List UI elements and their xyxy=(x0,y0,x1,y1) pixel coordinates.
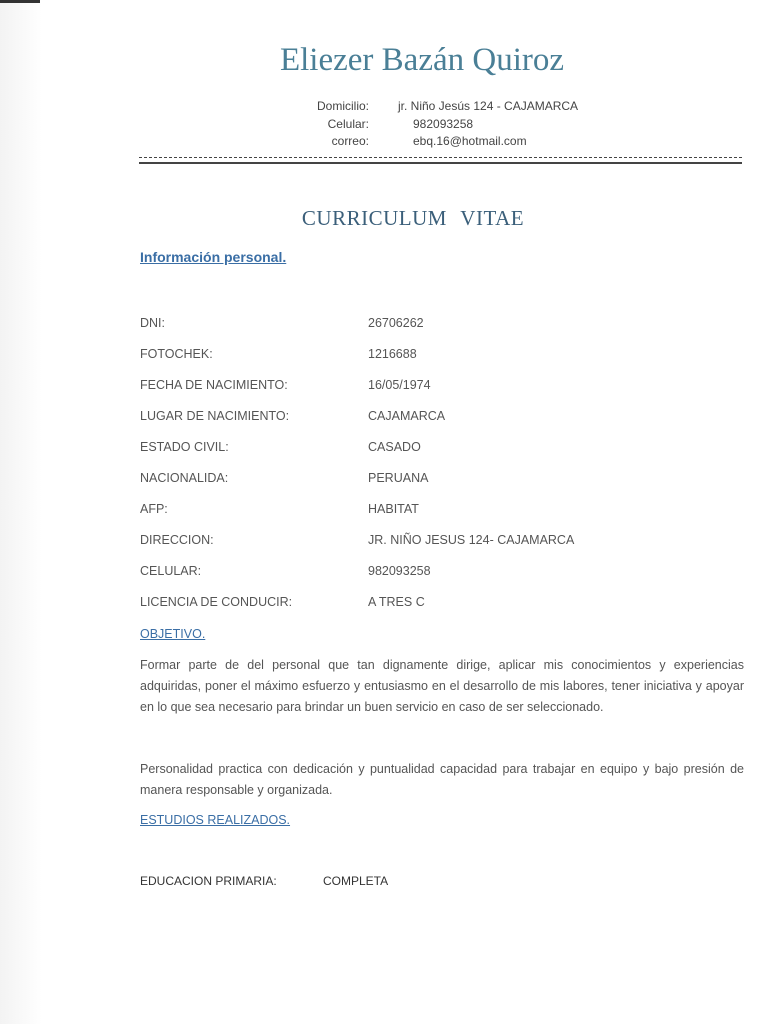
domicilio-label: Domicilio: xyxy=(316,99,369,113)
info-value: 26706262 xyxy=(368,316,424,330)
personal-info-table xyxy=(140,316,700,626)
info-label: LICENCIA DE CONDUCIR: xyxy=(140,595,293,609)
document-title: CURRICULUM VITAE xyxy=(301,206,525,230)
info-value: HABITAT xyxy=(368,502,419,516)
info-label: DIRECCION: xyxy=(140,533,214,547)
correo-label: correo: xyxy=(331,134,369,148)
info-row xyxy=(140,502,700,533)
info-value: CAJAMARCA xyxy=(368,409,446,423)
info-row xyxy=(140,409,700,440)
objetivo-heading: OBJETIVO. xyxy=(140,627,206,641)
info-label: NACIONALIDA: xyxy=(140,471,229,485)
contact-labels xyxy=(299,98,369,151)
info-row xyxy=(140,595,700,626)
info-label: CELULAR: xyxy=(140,564,202,578)
info-row xyxy=(140,471,700,502)
info-value: 16/05/1974 xyxy=(368,378,431,392)
scan-corner-mark xyxy=(0,0,40,3)
info-label: AFP: xyxy=(140,502,168,516)
personal-info-heading: Información personal. xyxy=(140,249,287,265)
objetivo-paragraph: Formar parte de del personal que tan dignamente dirige, aplicar mis conocimientos y experiencias adquiridas, poner el máximo esfuerzo y entusiasmo en el desarrollo de mis labores, tener iniciativa y apoyar en lo que sea necesario para brindar un buen servicio en caso de ser seleccionado. xyxy=(140,658,744,714)
header-solid-divider xyxy=(139,162,742,164)
celular-value: 982093258 xyxy=(413,116,474,131)
contact-values xyxy=(398,98,578,151)
candidate-name: Eliezer Bazán Quiroz xyxy=(279,42,564,78)
info-row xyxy=(140,440,700,471)
info-row xyxy=(140,316,700,347)
domicilio-value: jr. Niño Jesús 124 - CAJAMARCA xyxy=(398,99,579,113)
info-row xyxy=(140,378,700,409)
info-value: A TRES C xyxy=(368,595,425,609)
page-edge-shadow xyxy=(0,0,42,1024)
estudios-heading: ESTUDIOS REALIZADOS. xyxy=(140,813,291,827)
info-row xyxy=(140,564,700,595)
info-label: ESTADO CIVIL: xyxy=(140,440,229,454)
info-row xyxy=(140,533,700,564)
info-value: PERUANA xyxy=(368,471,429,485)
info-label: LUGAR DE NACIMIENTO: xyxy=(140,409,290,423)
celular-label: Celular: xyxy=(327,116,369,131)
info-value: CASADO xyxy=(368,440,421,454)
info-value: 982093258 xyxy=(368,564,431,578)
info-label: FECHA DE NACIMIENTO: xyxy=(140,378,288,392)
info-label: DNI: xyxy=(140,316,165,330)
personalidad-paragraph: Personalidad practica con dedicación y puntualidad capacidad para trabajar en equipo y bajo presión de manera responsable y organizada. xyxy=(140,762,744,797)
correo-value: ebq.16@hotmail.com xyxy=(413,134,527,148)
info-label: FOTOCHEK: xyxy=(140,347,213,361)
header-dotted-divider xyxy=(139,157,742,158)
info-value: JR. NIÑO JESUS 124- CAJAMARCA xyxy=(368,533,575,547)
education-label: EDUCACION PRIMARIA: xyxy=(140,874,277,888)
info-value: 1216688 xyxy=(368,347,417,361)
info-row xyxy=(140,347,700,378)
education-value: COMPLETA xyxy=(323,874,389,888)
